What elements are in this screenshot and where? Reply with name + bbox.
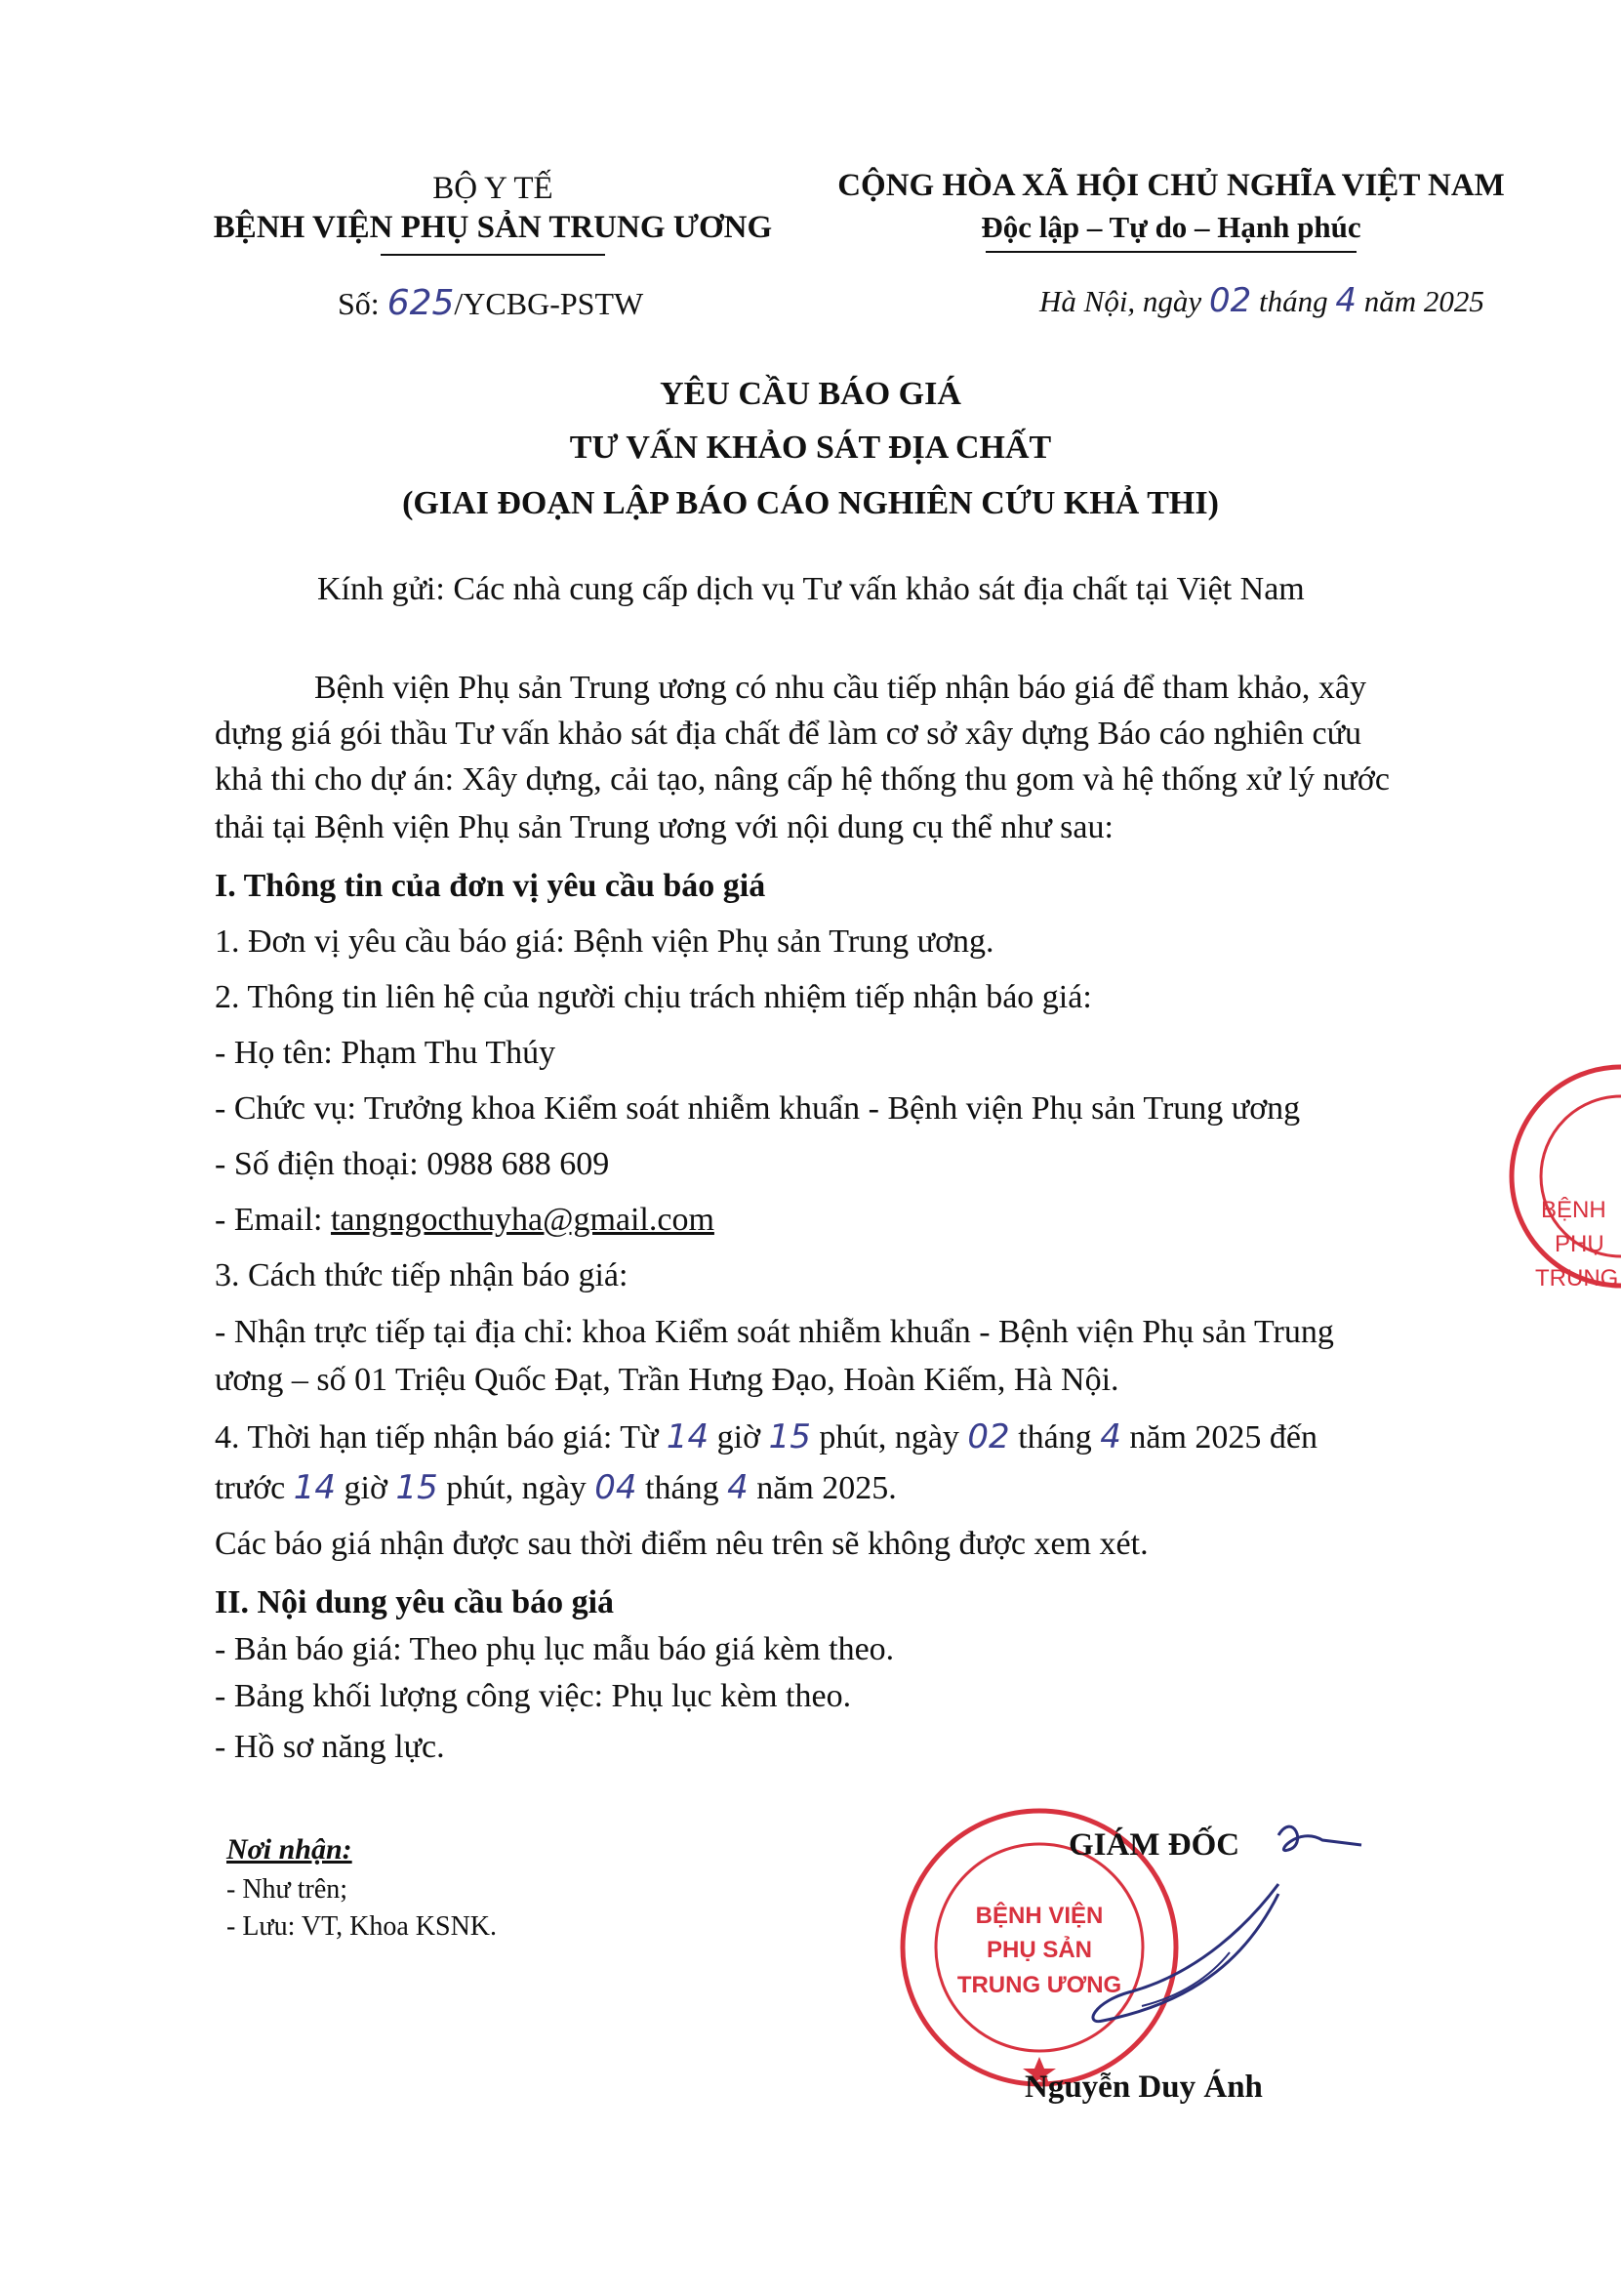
section-2-item-1: - Bản báo giá: Theo phụ lục mẫu báo giá kèm theo.: [215, 1631, 895, 1667]
section-1-heading: I. Thông tin của đơn vị yêu cầu báo giá: [215, 868, 766, 904]
side-stamp: [1465, 1059, 1621, 1293]
address-line-1: - Nhận trực tiếp tại địa chỉ: khoa Kiểm soát nhiễm khuẩn - Bệnh viện Phụ sản Trung: [215, 1314, 1334, 1350]
recipients-item-1: - Như trên;: [226, 1874, 348, 1905]
hospital-name: BỆNH VIỆN PHỤ SẢN TRUNG ƯƠNG: [213, 210, 773, 245]
end-hour-handwritten: 14: [293, 1468, 337, 1507]
recipient-line: Kính gửi: Các nhà cung cấp dịch vụ Tư vấn khảo sát địa chất tại Việt Nam: [317, 571, 1305, 607]
intro-line-1: Bệnh viện Phụ sản Trung ương có nhu cầu tiếp nhận báo giá để tham khảo, xây: [314, 670, 1366, 706]
hospital-underline: [381, 254, 605, 256]
contact-name: - Họ tên: Phạm Thu Thúy: [215, 1035, 556, 1071]
recipients-title: Nơi nhận:: [226, 1833, 352, 1866]
intro-line-4: thải tại Bệnh viện Phụ sản Trung ương với nội dung cụ thể như sau:: [215, 809, 1114, 845]
end-day-handwritten: 04: [594, 1468, 637, 1507]
country-name: CỘNG HÒA XÃ HỘI CHỦ NGHĨA VIỆT NAM: [837, 168, 1505, 203]
start-minute-handwritten: 15: [768, 1417, 811, 1456]
section-2-heading: II. Nội dung yêu cầu báo giá: [215, 1584, 615, 1620]
deadline-note: Các báo giá nhận được sau thời điểm nêu trên sẽ không được xem xét.: [215, 1526, 1149, 1562]
stamp-main-line-1: BỆNH VIỆN: [975, 1903, 1104, 1929]
motto-underline: [986, 251, 1357, 253]
motto: Độc lập – Tự do – Hạnh phúc: [981, 210, 1361, 244]
deadline-line-1: 4. Thời hạn tiếp nhận báo giá: Từ 14 giờ 15 phút, ngày 02 tháng 4 năm 2025 đến: [215, 1417, 1318, 1456]
contact-email: - Email: tangngocthuyha@gmail.com: [215, 1202, 714, 1238]
date-month-handwritten: 4: [1335, 281, 1357, 320]
stamp-main-line-2: PHỤ SẢN: [986, 1937, 1093, 1963]
side-stamp-line-1: BỆNH: [1541, 1197, 1606, 1223]
end-minute-handwritten: 15: [395, 1468, 438, 1507]
section-1-item-1: 1. Đơn vị yêu cầu báo giá: Bệnh viện Phụ sản Trung ương.: [215, 923, 994, 960]
intro-line-2: dựng giá gói thầu Tư vấn khảo sát địa chất để làm cơ sở xây dựng Báo cáo nghiên cứu: [215, 716, 1362, 752]
section-2-item-3: - Hồ sơ năng lực.: [215, 1729, 445, 1765]
section-2-item-2: - Bảng khối lượng công việc: Phụ lục kèm theo.: [215, 1678, 852, 1714]
document-number: Số: 625/YCBG-PSTW: [338, 283, 644, 323]
document-number-handwritten: 625: [386, 283, 455, 323]
contact-phone: - Số điện thoại: 0988 688 609: [215, 1146, 610, 1182]
start-hour-handwritten: 14: [666, 1417, 709, 1456]
contact-position: - Chức vụ: Trưởng khoa Kiểm soát nhiễm khuẩn - Bệnh viện Phụ sản Trung ương: [215, 1090, 1301, 1127]
date-day-handwritten: 02: [1208, 281, 1252, 320]
side-stamp-line-3: TRUNG: [1535, 1265, 1619, 1292]
section-1-item-3: 3. Cách thức tiếp nhận báo giá:: [215, 1257, 628, 1293]
signature-role: GIÁM ĐỐC: [1069, 1827, 1240, 1863]
section-1-item-2: 2. Thông tin liên hệ của người chịu trách nhiệm tiếp nhận báo giá:: [215, 979, 1092, 1015]
end-month-handwritten: 4: [727, 1468, 749, 1507]
stamp-main-line-3: TRUNG ƯƠNG: [956, 1972, 1122, 1998]
deadline-line-2: trước 14 giờ 15 phút, ngày 04 tháng 4 năm 2025.: [215, 1468, 897, 1507]
start-month-handwritten: 4: [1100, 1417, 1121, 1456]
title-line-2: TƯ VẤN KHẢO SÁT ĐỊA CHẤT: [569, 430, 1052, 466]
email-link[interactable]: tangngocthuyha@gmail.com: [330, 1202, 714, 1238]
signer-name: Nguyễn Duy Ánh: [1025, 2070, 1263, 2105]
title-line-1: YÊU CẦU BÁO GIÁ: [660, 376, 961, 412]
title-line-3: (GIAI ĐOẠN LẬP BÁO CÁO NGHIÊN CỨU KHẢ THI): [402, 485, 1219, 521]
ministry-name: BỘ Y TẾ: [432, 171, 553, 206]
document-date: Hà Nội, ngày 02 tháng 4 năm 2025: [1039, 281, 1484, 320]
signature-scribble: [986, 1806, 1357, 2040]
address-line-2: ương – số 01 Triệu Quốc Đạt, Trần Hưng Đạo, Hoàn Kiếm, Hà Nội.: [215, 1362, 1119, 1398]
side-stamp-line-2: PHỤ: [1555, 1231, 1604, 1257]
recipients-item-2: - Lưu: VT, Khoa KSNK.: [226, 1911, 498, 1942]
intro-line-3: khả thi cho dự án: Xây dựng, cải tạo, nâng cấp hệ thống thu gom và hệ thống xử lý nước: [215, 761, 1390, 798]
start-day-handwritten: 02: [967, 1417, 1010, 1456]
